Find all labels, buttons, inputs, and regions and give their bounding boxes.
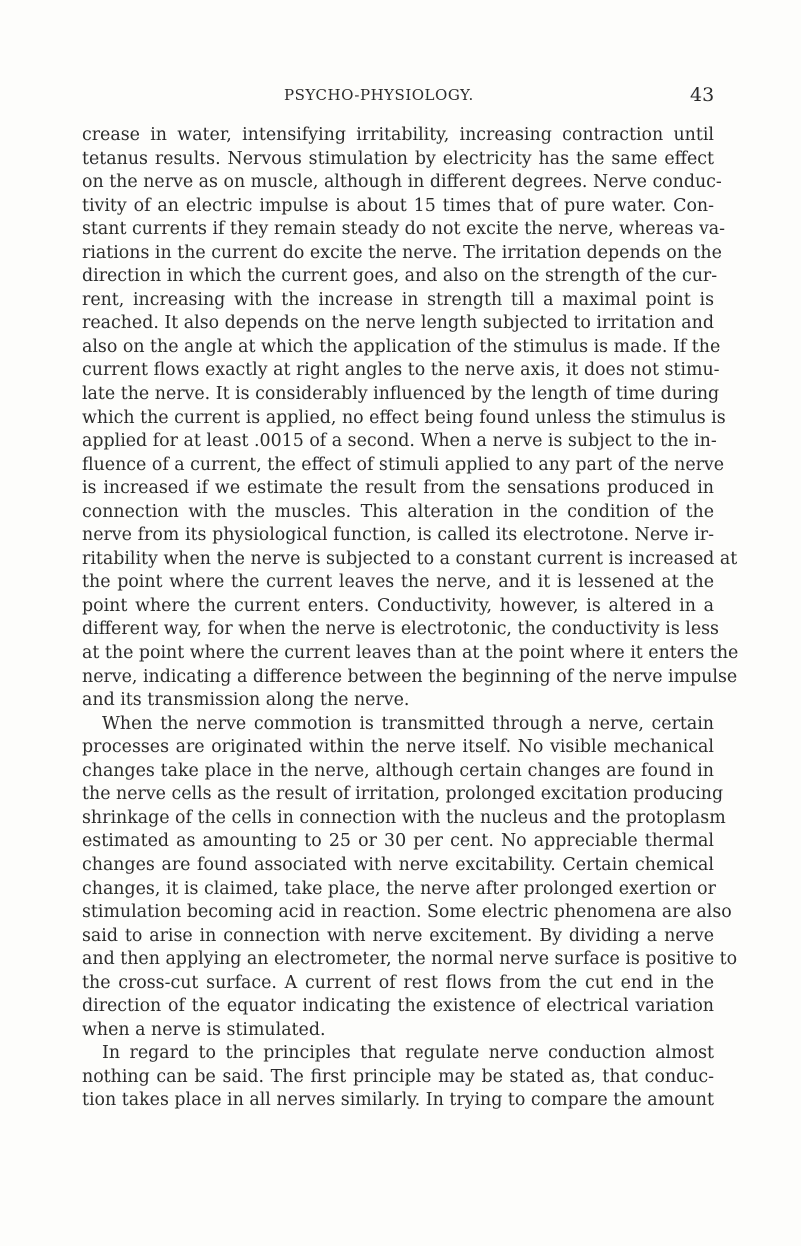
running-title: PSYCHO-PHYSIOLOGY. [284, 86, 474, 104]
page-number: 43 [690, 84, 715, 106]
text-line: changes take place in the nerve, although certain changes are found in [82, 760, 714, 781]
text-line: crease in water, intensifying irritability, increasing contraction until [82, 125, 714, 145]
body-text [82, 124, 739, 1113]
text-line: riations in the current do excite the nerve. The irritation depends on the [82, 242, 722, 263]
text-line: tion takes place in all nerves similarly. In trying to compare the amount [82, 1090, 714, 1111]
text-line: nerve from its physiological function, is called its electrotone. Nerve ir- [82, 525, 714, 546]
text-line: the cross-cut surface. A current of rest flows from the cut end in the [82, 972, 714, 993]
text-line: and then applying an electrometer, the normal nerve surface is positive to [82, 949, 738, 970]
text-line: late the nerve. It is considerably influenced by the length of time during [82, 384, 720, 405]
text-line: point where the current enters. Conductivity, however, is altered in a [82, 595, 714, 616]
text-line: stimulation becoming acid in reaction. Some electric phenomena are also [82, 902, 732, 923]
text-line: tetanus results. Nervous stimulation by electricity has the same effect [82, 148, 714, 169]
text-line: nerve, indicating a difference between the beginning of the nerve impulse [82, 666, 738, 687]
text-line: estimated as amounting to 25 or 30 per cent. No appreciable thermal [82, 831, 714, 852]
paragraph [82, 124, 739, 713]
text-line: different way, for when the nerve is electrotonic, the conductivity is less [82, 619, 719, 640]
text-line: rent, increasing with the increase in strength till a maximal point is [82, 289, 714, 310]
text-line: direction in which the current goes, and also on the strength of the cur- [82, 266, 718, 287]
text-line: at the point where the current leaves than at the point where it enters the [82, 643, 739, 664]
text-line: current flows exactly at right angles to the nerve axis, it does not stimu- [82, 360, 720, 381]
text-line: which the current is applied, no effect being found unless the stimulus is [82, 407, 726, 428]
text-line: is increased if we estimate the result from the sensations produced in [82, 478, 714, 499]
text-line: When the nerve commotion is transmitted through a nerve, certain [102, 713, 714, 734]
text-line: and its transmission along the nerve. [82, 690, 410, 711]
text-line: when a nerve is stimulated. [82, 1019, 326, 1040]
text-line: the point where the current leaves the nerve, and it is lessened at the [82, 572, 714, 593]
text-line: tivity of an electric impulse is about 15 times that of pure water. Con- [82, 195, 714, 216]
text-line: stant currents if they remain steady do not excite the nerve, whereas va- [82, 219, 726, 240]
text-line: shrinkage of the cells in connection with the nucleus and the protoplasm [82, 807, 726, 828]
text-line: the nerve cells as the result of irritation, prolonged excitation producing [82, 784, 724, 805]
text-line: nothing can be said. The first principle may be stated as, that conduc- [82, 1066, 714, 1087]
text-line: on the nerve as on muscle, although in different degrees. Nerve conduc- [82, 172, 722, 193]
text-line: applied for at least .0015 of a second. When a nerve is subject to the in- [82, 431, 717, 452]
text-line: In regard to the principles that regulate nerve conduction almost [102, 1043, 714, 1064]
text-line: fluence of a current, the effect of stimuli applied to any part of the nerve [82, 454, 725, 475]
text-line: connection with the muscles. This alteration in the condition of the [82, 501, 714, 522]
text-line: ritability when the nerve is subjected to a constant current is increased at [82, 548, 738, 569]
text-line: also on the angle at which the application of the stimulus is made. If the [82, 336, 721, 357]
text-line: changes, it is claimed, take place, the nerve after prolonged exertion or [82, 878, 716, 899]
text-line: said to arise in connection with nerve excitement. By dividing a nerve [82, 925, 714, 946]
paragraph [82, 1042, 714, 1113]
paragraph [82, 713, 738, 1043]
text-line: processes are originated within the nerve itself. No visible mechanical [82, 737, 714, 758]
text-line: reached. It also depends on the nerve length subjected to irritation and [82, 313, 714, 334]
text-line: direction of the equator indicating the existence of electrical variation [82, 996, 714, 1017]
running-head [0, 86, 801, 106]
text-line: changes are found associated with nerve excitability. Certain chemical [82, 854, 714, 875]
